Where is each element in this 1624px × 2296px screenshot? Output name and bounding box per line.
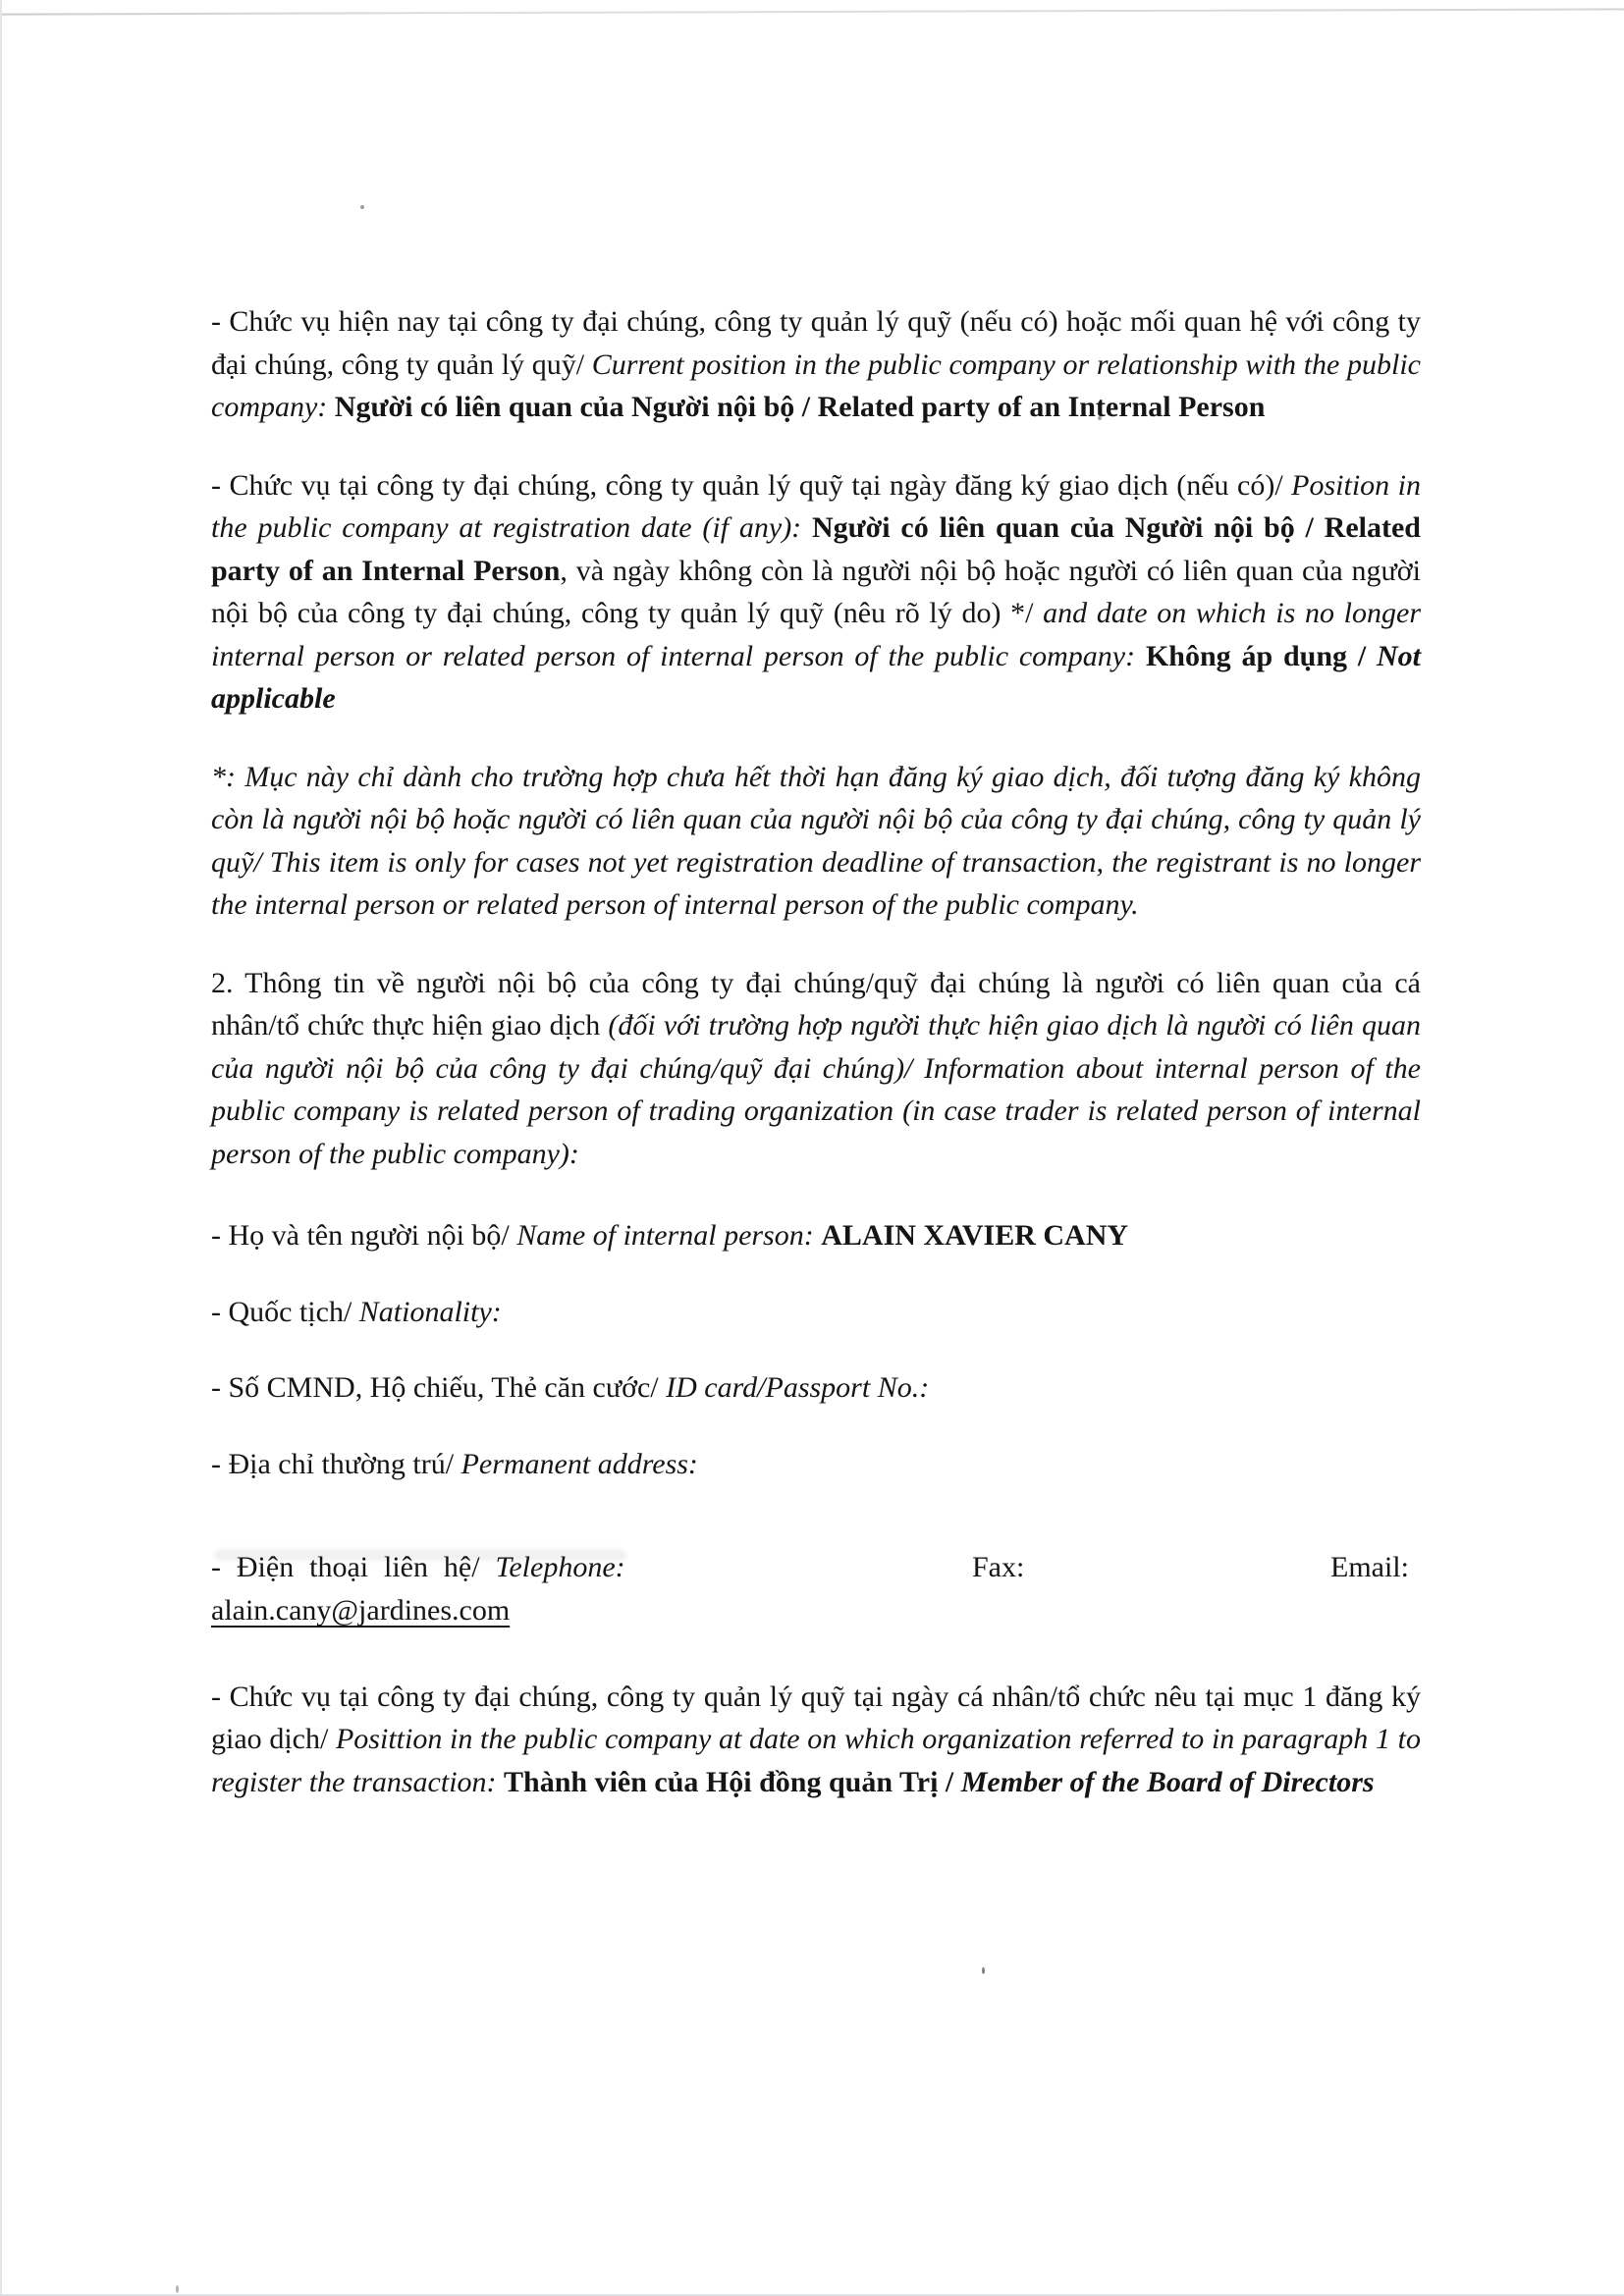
field-email-label: Email: xyxy=(1330,1551,1409,1583)
scan-speck xyxy=(360,205,364,209)
field-id-card-passport xyxy=(211,1366,1421,1410)
field-telephone-label xyxy=(211,1551,625,1583)
text-run: , và ngày không còn là người nội bộ hoặc người có liên quan của người nội bộ của công ty đại chúng, công ty quản lý quỹ (nêu rõ lý do) */ xyxy=(211,554,1429,629)
field-fax-label: Fax: xyxy=(972,1551,1025,1583)
paragraph-position-at-date xyxy=(211,1676,1429,1804)
text-run: Not applicable xyxy=(211,639,1429,715)
text-run: - Họ và tên người nội bộ/ xyxy=(211,1219,517,1252)
text-run: - Chức vụ tại công ty đại chúng, công ty quản lý quỹ tại ngày đăng ký giao dịch (nếu có)/ xyxy=(211,468,1292,502)
email-line xyxy=(211,1589,1421,1632)
text-run: - Chức vụ hiện nay tại công ty đại chúng, công ty quản lý quỹ (nếu có) hoặc mối quan hệ với công ty đại chúng, công ty quản lý quỹ/ xyxy=(211,305,1429,381)
text-run: Permanent address: xyxy=(460,1447,698,1480)
note-asterisk xyxy=(211,756,1429,927)
text-run: Người có liên quan của Người nội bộ / Related party of an Internal Person xyxy=(211,511,1429,587)
text-run: Member of the Board of Directors xyxy=(960,1765,1375,1798)
document-body xyxy=(211,300,1429,1803)
contact-row xyxy=(211,1546,1421,1589)
text-run: - Số CMND, Hộ chiếu, Thẻ căn cước/ xyxy=(211,1371,667,1404)
email-address: alain.cany@jardines.com xyxy=(211,1594,511,1627)
text-run: (đối với trường hợp người thực hiện giao dịch là người có liên quan của người nội bộ của công ty đại chúng/quỹ đại chúng)/ Information about internal person of the public company is related person of trading organization (in case trader is related person of internal person of the public company): xyxy=(211,1009,1429,1170)
field-permanent-address xyxy=(211,1443,1421,1486)
text-run: - Quốc tịch/ xyxy=(211,1295,359,1328)
text-run: Thành viên của Hội đồng quản Trị / xyxy=(504,1765,961,1798)
paragraph-current-position xyxy=(211,300,1429,429)
scan-speck xyxy=(176,2285,179,2293)
text-run: Không áp dụng / xyxy=(1145,639,1377,672)
text-run: and date on which is no longer internal person or related person of internal person of the public company: xyxy=(211,597,1429,672)
text-run: *: Mục này chỉ dành cho trường hợp chưa hết thời hạn đăng ký giao dịch, đối tượng đăng ký không còn là người nội bộ hoặc người có liên quan của người nội bộ của công ty đại chúng, công ty quản lý quỹ/ This item is only for cases not yet registration deadline of transaction, the registrant is no longer the internal person or related person of internal person of the public company. xyxy=(211,760,1429,921)
text-run: Telephone: xyxy=(495,1551,625,1583)
paragraph-section-2-intro xyxy=(211,962,1429,1176)
text-run: ALAIN XAVIER CANY xyxy=(821,1219,1129,1252)
text-run: Posittion in the public company at date on which organization referred to in paragraph 1 to register the transaction: xyxy=(211,1723,1429,1798)
scan-speck xyxy=(982,1967,985,1974)
text-run: 2. Thông tin về người nội bộ của công ty đại chúng/quỹ đại chúng là người có liên quan của cá nhân/tổ chức thực hiện giao dịch xyxy=(211,966,1429,1041)
text-run: Position in the public company at registration date (if any): xyxy=(211,468,1429,544)
field-nationality xyxy=(211,1291,1421,1334)
text-run: Name of internal person: xyxy=(516,1219,822,1252)
scan-artifact-top-line xyxy=(0,8,1624,15)
text-run: Current position in the public company or relationship with the public company: xyxy=(211,347,1429,423)
text-run: - Địa chỉ thường trú/ xyxy=(211,1447,461,1480)
scan-artifact-left-edge xyxy=(0,0,2,2296)
text-run: Nationality: xyxy=(358,1295,502,1328)
text-run: Người có liên quan của Người nội bộ / Related party of an Internal Person xyxy=(334,391,1266,423)
paragraph-position-at-registration-date xyxy=(211,464,1429,721)
text-run: - Chức vụ tại công ty đại chúng, công ty quản lý quỹ tại ngày cá nhân/tổ chức nêu tại mục 1 đăng ký giao dịch/ xyxy=(211,1680,1429,1755)
text-run: - Điện thoại liên hệ/ xyxy=(211,1551,496,1583)
field-internal-person-name xyxy=(211,1214,1421,1257)
text-run: ID card/Passport No.: xyxy=(666,1371,930,1404)
